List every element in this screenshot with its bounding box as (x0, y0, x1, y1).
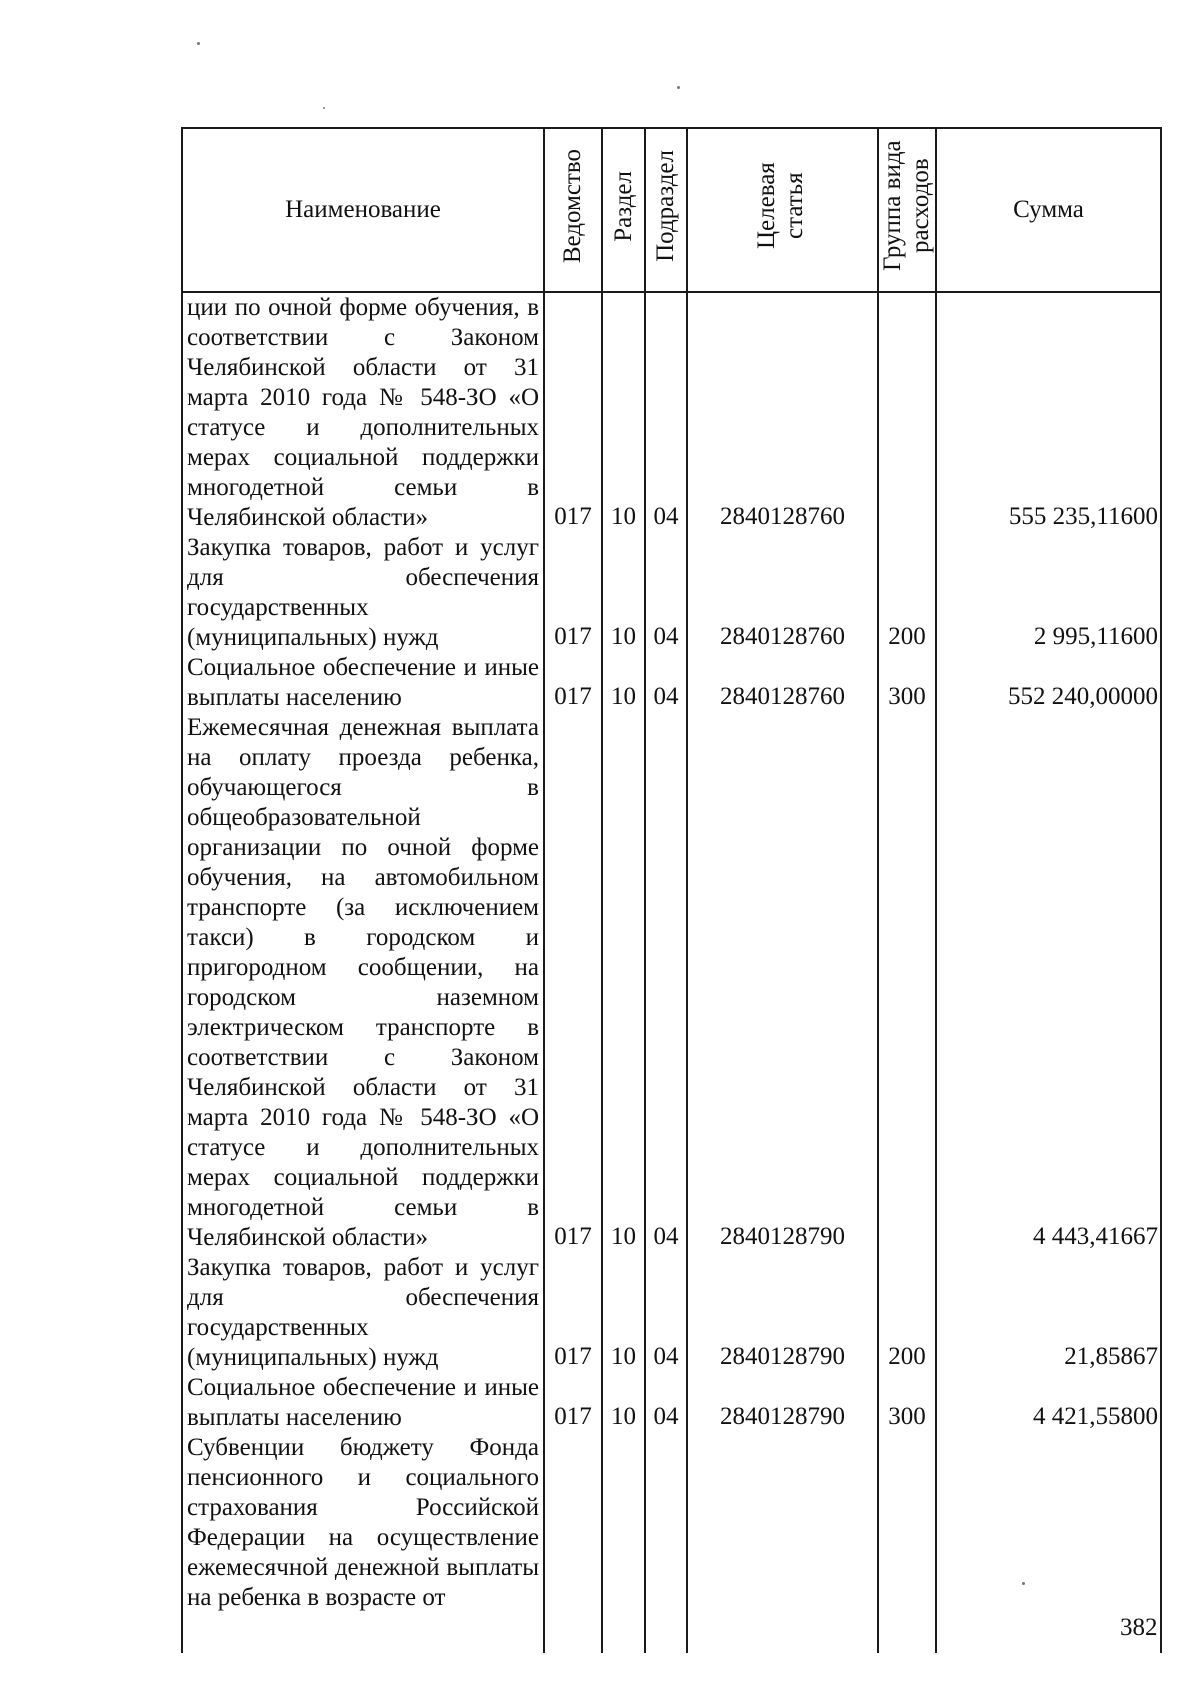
table-row (182, 292, 1161, 533)
table-row (182, 653, 1161, 713)
row-vedomstvo: 017 (544, 1253, 602, 1373)
row-name: Закупка товаров, работ и услуг для обеспечения государственных (муниципальных) нужд (182, 1253, 544, 1373)
row-gruppa: 300 (878, 1373, 936, 1433)
row-vedomstvo: 017 (544, 713, 602, 1253)
row-podrazdel: 04 (645, 292, 687, 533)
row-razdel (602, 1433, 645, 1653)
row-podrazdel: 04 (645, 533, 687, 653)
row-gruppa (878, 1433, 936, 1653)
row-summa: 4 443,41667 (936, 713, 1161, 1253)
header-name: Наименование (182, 128, 544, 292)
row-summa: 552 240,00000 (936, 653, 1161, 713)
row-celevaya-statya: 2840128760 (687, 533, 878, 653)
row-vedomstvo: 017 (544, 653, 602, 713)
row-podrazdel: 04 (645, 1373, 687, 1433)
row-gruppa: 300 (878, 653, 936, 713)
table-row (182, 533, 1161, 653)
row-summa: 555 235,11600 (936, 292, 1161, 533)
header-vedomstvo: Ведомство (544, 128, 602, 292)
row-vedomstvo: 017 (544, 533, 602, 653)
row-gruppa: 200 (878, 1253, 936, 1373)
row-podrazdel (645, 1433, 687, 1653)
page-number: 382 (1120, 1614, 1158, 1641)
row-summa: 2 995,11600 (936, 533, 1161, 653)
row-celevaya-statya: 2840128790 (687, 1253, 878, 1373)
row-celevaya-statya: 2840128760 (687, 292, 878, 533)
row-name: Закупка товаров, работ и услуг для обеспечения государственных (муниципальных) нужд (182, 533, 544, 653)
row-summa: 4 421,55800 (936, 1373, 1161, 1433)
row-gruppa (878, 713, 936, 1253)
row-name: Социальное обеспечение и иные выплаты населению (182, 1373, 544, 1433)
row-vedomstvo: 017 (544, 292, 602, 533)
row-razdel: 10 (602, 533, 645, 653)
header-celevaya-statya: Целевая статья (687, 128, 878, 292)
row-celevaya-statya: 2840128760 (687, 653, 878, 713)
row-name: ции по очной форме обучения, в соответствии с Законом Челябинской области от 31 марта 2010 года № 548-ЗО «О статусе и дополнительных мерах социальной поддержки многодетной семьи в Челябинской области» (182, 292, 544, 533)
header-summa: Сумма (936, 128, 1161, 292)
row-gruppa: 200 (878, 533, 936, 653)
scan-speck (677, 86, 680, 89)
row-razdel: 10 (602, 1373, 645, 1433)
row-podrazdel: 04 (645, 713, 687, 1253)
row-summa: 21,85867 (936, 1253, 1161, 1373)
table-row (182, 1433, 1161, 1653)
scan-speck (323, 107, 325, 109)
row-podrazdel: 04 (645, 1253, 687, 1373)
row-celevaya-statya (687, 1433, 878, 1653)
row-razdel: 10 (602, 292, 645, 533)
row-razdel: 10 (602, 713, 645, 1253)
row-name: Ежемесячная денежная выплата на оплату проезда ребенка, обучающегося в общеобразовательной организации по очной форме обучения, на автомобильном транспорте (за исключением такси) в городском и пригородном сообщении, на городском наземном электрическом транспорте в соответствии с Законом Челябинской области от 31 марта 2010 года № 548-ЗО «О статусе и дополнительных мерах социальной поддержки многодетной семьи в Челябинской области» (182, 713, 544, 1253)
row-name: Субвенции бюджету Фонда пенсионного и социального страхования Российской Федерации на осуществление ежемесячной денежной выплаты на ребенка в возрасте от (182, 1433, 544, 1653)
row-razdel: 10 (602, 653, 645, 713)
header-row (182, 128, 1161, 292)
table-row (182, 713, 1161, 1253)
header-podrazdel: Подраздел (645, 128, 687, 292)
row-razdel: 10 (602, 1253, 645, 1373)
row-podrazdel: 04 (645, 653, 687, 713)
table-row (182, 1373, 1161, 1433)
row-celevaya-statya: 2840128790 (687, 1373, 878, 1433)
budget-table (181, 127, 1162, 1653)
header-razdel: Раздел (602, 128, 645, 292)
row-vedomstvo: 017 (544, 1373, 602, 1433)
row-celevaya-statya: 2840128790 (687, 713, 878, 1253)
table-row (182, 1253, 1161, 1373)
row-vedomstvo (544, 1433, 602, 1653)
row-name: Социальное обеспечение и иные выплаты населению (182, 653, 544, 713)
budget-table-frame (181, 127, 1160, 1611)
header-gruppa-vida-rashodov: Группа вида расходов (878, 128, 936, 292)
row-gruppa (878, 292, 936, 533)
scan-speck (197, 42, 200, 45)
